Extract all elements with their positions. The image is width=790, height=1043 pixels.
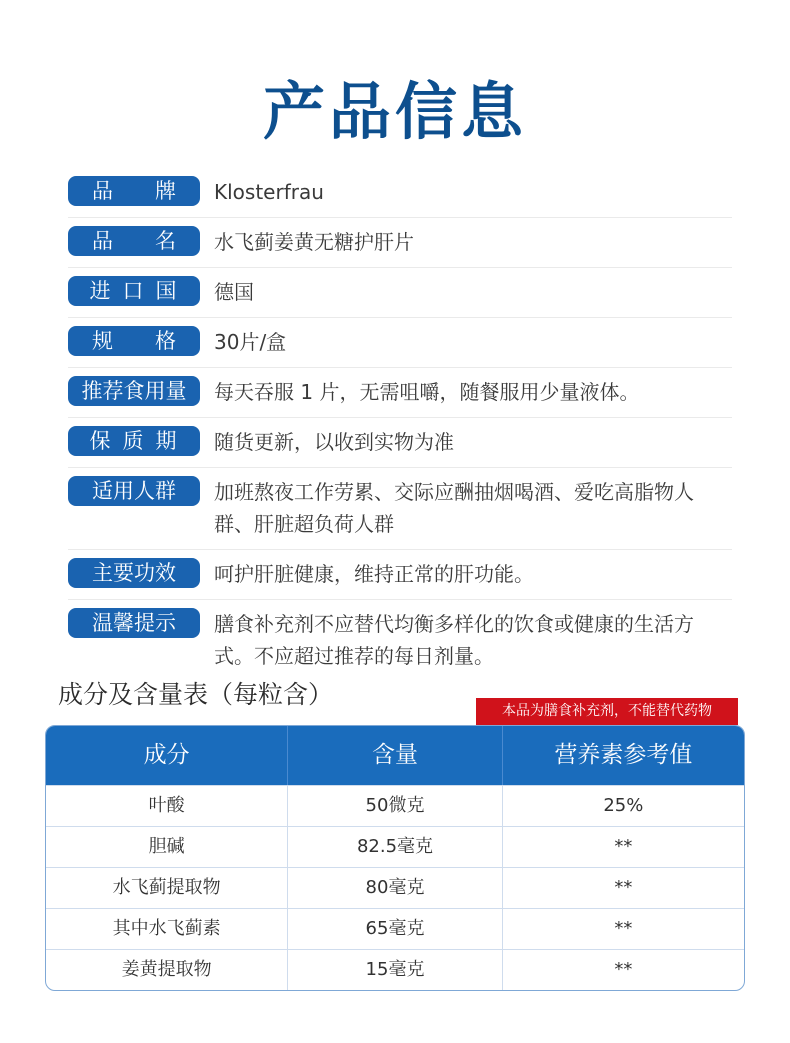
- info-label-dosage: 推荐食用量: [68, 376, 200, 406]
- cell-amount: 82.5毫克: [288, 827, 502, 867]
- cell-nrv: **: [614, 836, 633, 857]
- info-label-function: 主要功效: [68, 558, 200, 588]
- cell-nrv: 25%: [603, 795, 644, 816]
- disclaimer-badge: 本品为膳食补充剂，不能替代药物: [476, 698, 738, 725]
- info-value-target-group: 加班熬夜工作劳累、交际应酬抽烟喝酒、爱吃高脂物人群、肝脏超负荷人群: [214, 480, 694, 536]
- cell-amount: 65毫克: [288, 909, 502, 949]
- info-value-function: 呵护肝脏健康，维持正常的肝功能。: [214, 562, 534, 586]
- header-nrv: 营养素参考值: [554, 742, 693, 768]
- info-row-origin: [68, 268, 732, 318]
- table-row: [46, 826, 744, 867]
- info-label-shelf-life: 保质期: [68, 426, 200, 456]
- cell-ingredient: 其中水飞蓟素: [46, 909, 288, 949]
- header-amount: 含量: [288, 726, 502, 785]
- cell-amount: 80毫克: [288, 868, 502, 908]
- table-row: [46, 949, 744, 990]
- header-ingredient: 成分: [46, 726, 288, 785]
- table-header: [46, 726, 744, 785]
- cell-amount: 15毫克: [288, 950, 502, 990]
- cell-ingredient: 胆碱: [46, 827, 288, 867]
- info-label-target-group: 适用人群: [68, 476, 200, 506]
- info-row-notice: [68, 600, 732, 681]
- info-row-spec: [68, 318, 732, 368]
- info-value-origin: 德国: [214, 280, 254, 304]
- ingredients-table: [45, 725, 745, 991]
- info-label-spec: 规 格: [68, 326, 200, 356]
- table-row: [46, 908, 744, 949]
- info-row-shelf-life: [68, 418, 732, 468]
- cell-ingredient: 叶酸: [46, 786, 288, 826]
- info-value-notice: 膳食补充剂不应替代均衡多样化的饮食或健康的生活方式。不应超过推荐的每日剂量。: [214, 612, 694, 668]
- ingredients-heading: 成分及含量表（每粒含）: [58, 680, 334, 709]
- info-value-dosage: 每天吞服 1 片，无需咀嚼，随餐服用少量液体。: [214, 380, 640, 404]
- info-value-brand: Klosterfrau: [214, 180, 324, 204]
- table-row: [46, 867, 744, 908]
- info-label-notice: 温馨提示: [68, 608, 200, 638]
- info-label-origin: 进口国: [68, 276, 200, 306]
- table-row: [46, 785, 744, 826]
- info-row-product-name: [68, 218, 732, 268]
- cell-nrv: **: [614, 877, 633, 898]
- info-row-dosage: [68, 368, 732, 418]
- info-row-target-group: [68, 468, 732, 550]
- page-title: 产品信息: [262, 75, 527, 148]
- info-label-product-name: 品 名: [68, 226, 200, 256]
- info-row-function: [68, 550, 732, 600]
- info-label-brand: 品 牌: [68, 176, 200, 206]
- cell-ingredient: 姜黄提取物: [46, 950, 288, 990]
- cell-nrv: **: [614, 959, 633, 980]
- cell-nrv: **: [614, 918, 633, 939]
- info-value-product-name: 水飞蓟姜黄无糖护肝片: [214, 230, 414, 254]
- info-row-brand: [68, 168, 732, 218]
- cell-amount: 50微克: [288, 786, 502, 826]
- cell-ingredient: 水飞蓟提取物: [46, 868, 288, 908]
- info-value-shelf-life: 随货更新，以收到实物为准: [214, 430, 454, 454]
- info-value-spec: 30片/盒: [214, 330, 287, 354]
- product-info-list: [68, 168, 732, 681]
